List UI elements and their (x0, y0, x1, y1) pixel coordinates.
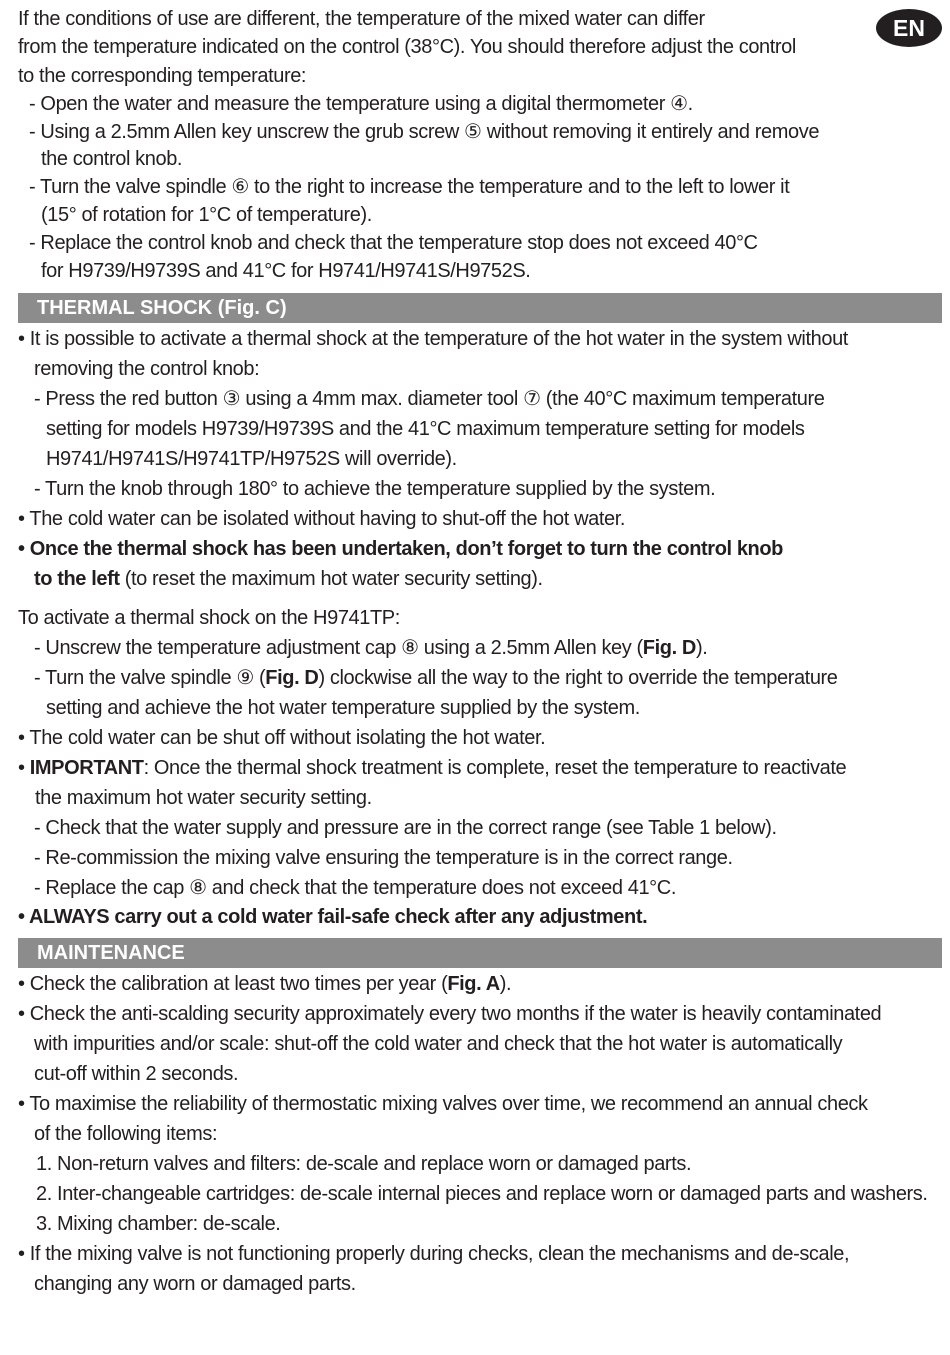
sub-step-cont: setting and achieve the hot water temperature supplied by the system. (46, 697, 640, 719)
bullet-cont: cut-off within 2 seconds. (34, 1063, 239, 1085)
sub-step-cont: setting for models H9739/H9739S and the 41°C maximum temperature setting for models (46, 418, 805, 440)
sub-step: - Re-commission the mixing valve ensuring the temperature is in the correct range. (34, 847, 733, 869)
sub-step: - Replace the cap ⑧ and check that the temperature does not exceed 41°C. (34, 877, 676, 899)
bullet-line: • The cold water can be shut off without isolating the hot water. (18, 727, 546, 749)
bullet-line: • To maximise the reliability of thermostatic mixing valves over time, we recommend an annual check (18, 1093, 868, 1115)
numbered-item: 1. Non-return valves and filters: de-scale and replace worn or damaged parts. (36, 1153, 692, 1175)
always-bullet: • ALWAYS carry out a cold water fail-safe check after any adjustment. (18, 906, 648, 928)
bullet-cont: the maximum hot water security setting. (35, 787, 372, 809)
sub-step: - Turn the knob through 180° to achieve the temperature supplied by the system. (34, 478, 716, 500)
intro-step-cont: for H9739/H9739S and 41°C for H9741/H9741S/H9752S. (41, 260, 531, 282)
intro-line: from the temperature indicated on the control (38°C). You should therefore adjust the control (18, 36, 796, 58)
thermal-shock-heading: THERMAL SHOCK (Fig. C) (18, 293, 942, 323)
language-badge: EN (876, 9, 942, 47)
sub-step: - Unscrew the temperature adjustment cap ⑧ using a 2.5mm Allen key (Fig. D). (34, 637, 708, 659)
intro-step: - Open the water and measure the temperature using a digital thermometer ④. (29, 93, 693, 115)
intro-step-cont: (15° of rotation for 1°C of temperature). (41, 204, 372, 226)
sub-step: - Check that the water supply and pressure are in the correct range (see Table 1 below). (34, 817, 777, 839)
intro-step: - Using a 2.5mm Allen key unscrew the grub screw ⑤ without removing it entirely and remove (29, 121, 820, 143)
sub-step-cont: H9741/H9741S/H9741TP/H9752S will override). (46, 448, 457, 470)
numbered-item: 3. Mixing chamber: de-scale. (36, 1213, 281, 1235)
bullet-cont: changing any worn or damaged parts. (34, 1273, 356, 1295)
bullet-cont: of the following items: (34, 1123, 218, 1145)
maintenance-heading: MAINTENANCE (18, 938, 942, 968)
bullet-line: • Check the anti-scalding security approximately every two months if the water is heavily contaminated (18, 1003, 882, 1025)
numbered-item: 2. Inter-changeable cartridges: de-scale internal pieces and replace worn or damaged parts and washers. (36, 1183, 928, 1205)
bullet-cont: removing the control knob: (34, 358, 260, 380)
bold-bullet-cont: to the left (to reset the maximum hot water security setting). (34, 568, 543, 590)
intro-step-cont: the control knob. (41, 148, 183, 170)
intro-step: - Turn the valve spindle ⑥ to the right to increase the temperature and to the left to lower it (29, 176, 790, 198)
bullet-line: • If the mixing valve is not functioning properly during checks, clean the mechanisms and de-scale, (18, 1243, 850, 1265)
bullet-cont: with impurities and/or scale: shut-off the cold water and check that the hot water is automatically (34, 1033, 843, 1055)
bullet-line: • The cold water can be isolated without having to shut-off the hot water. (18, 508, 626, 530)
sub-step: - Press the red button ③ using a 4mm max. diameter tool ⑦ (the 40°C maximum temperature (34, 388, 825, 410)
important-bullet: • IMPORTANT: Once the thermal shock treatment is complete, reset the temperature to reactivate (18, 757, 847, 779)
intro-step: - Replace the control knob and check that the temperature stop does not exceed 40°C (29, 232, 758, 254)
tp-intro: To activate a thermal shock on the H9741TP: (18, 607, 400, 629)
bullet-line: • It is possible to activate a thermal shock at the temperature of the hot water in the system without (18, 328, 848, 350)
intro-line: to the corresponding temperature: (18, 65, 307, 87)
intro-line: If the conditions of use are different, the temperature of the mixed water can differ (18, 8, 705, 30)
sub-step: - Turn the valve spindle ⑨ (Fig. D) clockwise all the way to the right to override the temperature (34, 667, 838, 689)
bullet-line: • Check the calibration at least two times per year (Fig. A). (18, 973, 512, 995)
bold-bullet: • Once the thermal shock has been undertaken, don’t forget to turn the control knob (18, 538, 783, 560)
